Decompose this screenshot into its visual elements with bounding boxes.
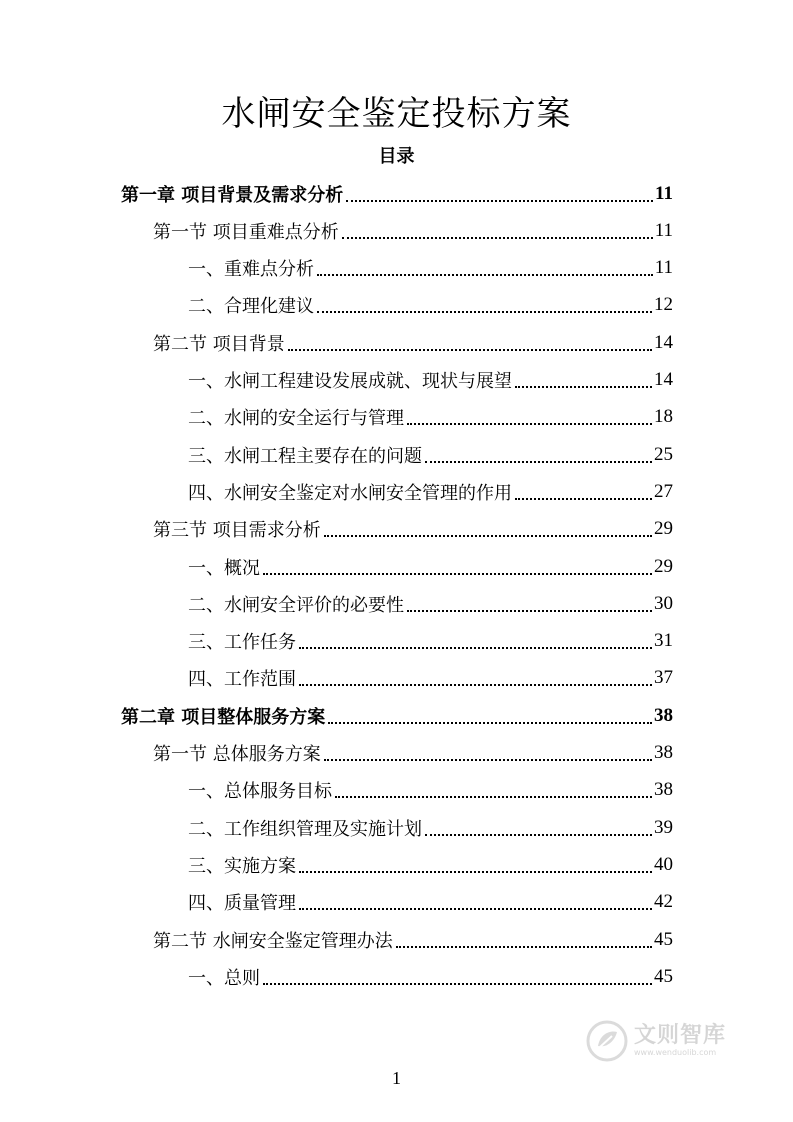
toc-entry[interactable] xyxy=(188,362,673,399)
toc-entry-label: 四、水闸安全鉴定对水闸安全管理的作用 xyxy=(188,482,512,504)
toc-entry-label: 第一节 总体服务方案 xyxy=(153,744,321,765)
toc-entry[interactable] xyxy=(188,846,673,883)
toc-dot-leader xyxy=(346,200,653,202)
toc-entry-page: 45 xyxy=(654,928,673,950)
toc-dot-leader xyxy=(335,796,652,798)
toc-entry-page: 11 xyxy=(654,219,673,241)
toc-entry-label: 一、总则 xyxy=(188,967,260,989)
toc-entry[interactable] xyxy=(188,772,673,809)
toc-entry[interactable] xyxy=(121,175,673,212)
toc-dot-leader xyxy=(515,386,652,388)
toc-entry[interactable] xyxy=(153,324,673,361)
toc-entry-page: 14 xyxy=(654,369,673,390)
toc-dot-leader xyxy=(324,759,652,761)
toc-entry-label: 四、工作范围 xyxy=(188,669,296,691)
toc-entry[interactable] xyxy=(188,809,673,846)
toc-entry[interactable] xyxy=(153,212,673,249)
toc-dot-leader xyxy=(515,498,652,500)
toc-entry-label: 第三节 项目需求分析 xyxy=(153,520,321,542)
toc-entry-page: 25 xyxy=(654,443,673,465)
toc-dot-leader xyxy=(324,535,652,537)
toc-dot-leader xyxy=(299,871,652,873)
toc-entry[interactable] xyxy=(188,585,673,622)
toc-entry[interactable] xyxy=(153,735,673,772)
toc-dot-leader xyxy=(425,834,652,836)
toc-entry[interactable] xyxy=(188,473,673,510)
toc-entry-page: 38 xyxy=(654,704,673,726)
toc-entry[interactable] xyxy=(188,660,673,697)
toc-entry-label: 一、水闸工程建设发展成就、现状与展望 xyxy=(188,371,512,392)
document-title: 水闸安全鉴定投标方案 xyxy=(221,94,572,134)
toc-entry-page: 39 xyxy=(654,816,673,838)
toc-entry[interactable] xyxy=(188,436,673,473)
toc-entry-page: 37 xyxy=(654,667,673,689)
toc-dot-leader xyxy=(317,274,653,276)
toc-entry[interactable] xyxy=(188,958,673,995)
toc-entry-page: 29 xyxy=(654,555,673,577)
toc-entry-page: 11 xyxy=(654,257,673,279)
toc-entry-label: 第二节 项目背景 xyxy=(153,333,285,355)
toc-dot-leader xyxy=(317,311,652,313)
watermark-url: www.wenduolib.com xyxy=(634,1048,717,1057)
toc-entry-page: 31 xyxy=(654,630,673,652)
toc-entry-page: 12 xyxy=(654,294,673,316)
toc-entry[interactable] xyxy=(188,884,673,921)
toc-dot-leader xyxy=(342,237,653,239)
page-number: 1 xyxy=(392,1068,401,1088)
toc-entry-label: 第二章 项目整体服务方案 xyxy=(121,706,326,728)
toc-entry-label: 第一章 项目背景及需求分析 xyxy=(121,184,344,206)
toc-dot-leader xyxy=(407,423,652,425)
toc-dot-leader xyxy=(288,349,652,351)
toc-entry-label: 一、总体服务目标 xyxy=(188,781,332,803)
toc-entry-page: 14 xyxy=(654,331,673,353)
toc-dot-leader xyxy=(263,573,652,575)
toc-dot-leader xyxy=(407,610,652,612)
toc-entry[interactable] xyxy=(188,623,673,660)
toc-entry-label: 第二节 水闸安全鉴定管理办法 xyxy=(153,930,393,952)
toc-dot-leader xyxy=(299,908,652,910)
toc-dot-leader xyxy=(425,461,652,463)
toc-entry[interactable] xyxy=(153,921,673,958)
toc-entry-page: 38 xyxy=(654,742,673,763)
toc-entry-label: 一、概况 xyxy=(188,557,260,579)
toc-entry[interactable] xyxy=(188,548,673,585)
toc-dot-leader xyxy=(328,722,652,724)
toc-entry-label: 二、水闸安全评价的必要性 xyxy=(188,594,404,616)
toc-entry-label: 三、实施方案 xyxy=(188,855,296,877)
leaf-logo-icon xyxy=(586,1020,628,1062)
toc-entry-page: 40 xyxy=(654,853,673,875)
toc-entry[interactable] xyxy=(188,399,673,436)
watermark xyxy=(586,1018,756,1064)
toc-entry-page: 11 xyxy=(655,182,673,204)
toc-entry-page: 38 xyxy=(654,779,673,801)
toc-entry-label: 二、合理化建议 xyxy=(188,296,314,318)
toc-heading: 目录 xyxy=(378,146,415,167)
toc-entry[interactable] xyxy=(121,697,673,734)
toc-entry-page: 29 xyxy=(654,518,673,540)
toc-entry[interactable] xyxy=(153,511,673,548)
toc-entry-page: 27 xyxy=(654,480,673,502)
toc-entry-page: 45 xyxy=(654,965,673,987)
toc-entry[interactable] xyxy=(188,250,673,287)
toc-dot-leader xyxy=(396,946,652,948)
toc-dot-leader xyxy=(263,983,652,985)
toc-entry-label: 三、工作任务 xyxy=(188,632,296,654)
toc-entry-label: 四、质量管理 xyxy=(188,893,296,915)
toc-entry-label: 第一节 项目重难点分析 xyxy=(153,221,339,243)
toc-entry-page: 42 xyxy=(654,891,673,913)
toc-entry-label: 二、水闸的安全运行与管理 xyxy=(188,408,404,430)
toc-entry-label: 三、水闸工程主要存在的问题 xyxy=(188,445,422,467)
toc-entry-page: 18 xyxy=(654,406,673,428)
toc-entry-page: 30 xyxy=(654,592,673,614)
toc-entry[interactable] xyxy=(188,287,673,324)
toc-dot-leader xyxy=(299,647,652,649)
toc-entry-label: 一、重难点分析 xyxy=(188,259,314,281)
toc-entry-label: 二、工作组织管理及实施计划 xyxy=(188,818,422,840)
toc-dot-leader xyxy=(299,684,652,686)
watermark-name: 文则智库 xyxy=(634,1023,727,1048)
